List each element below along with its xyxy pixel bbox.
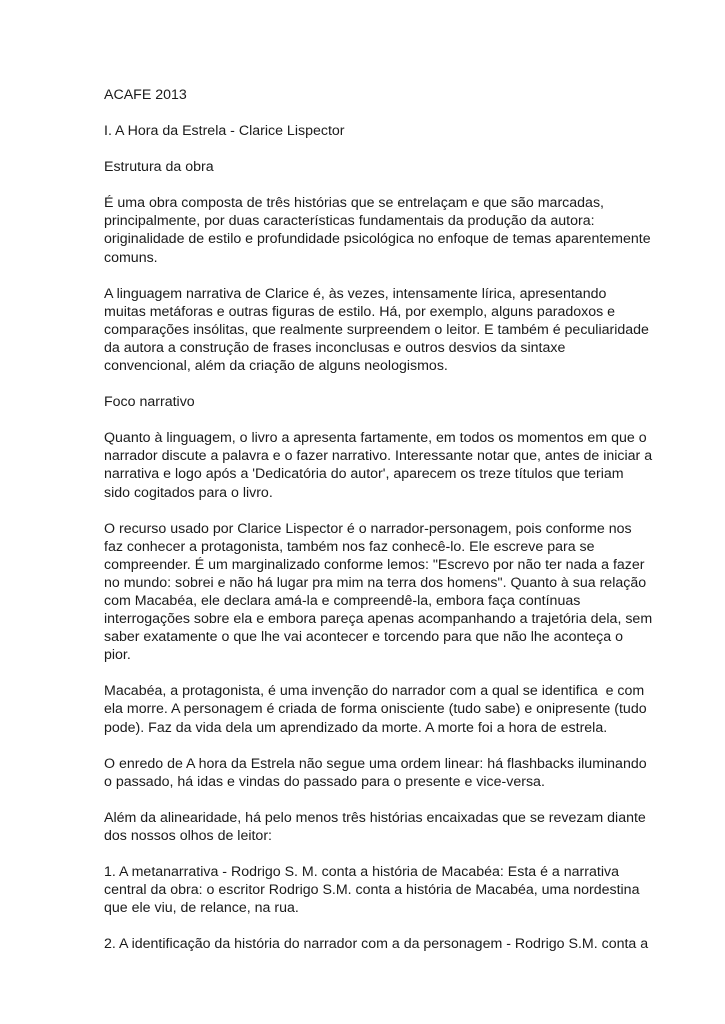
text-line: 2. A identificação da história do narrador com a da personagem - Rodrigo S.M. conta a xyxy=(104,936,649,953)
document-body xyxy=(104,86,653,971)
text-line: originalidade de estilo e profundidade psicológica no enfoque de temas aparentemente xyxy=(104,231,651,248)
text-line: Quanto à linguagem, o livro a apresenta fartamente, em todos os momentos em que o xyxy=(104,430,647,447)
text-line: convencional, além da criação de alguns neologismos. xyxy=(104,358,448,375)
text-line: O enredo de A hora da Estrela não segue uma ordem linear: há flashbacks iluminando xyxy=(104,755,647,772)
text-line: saber exatamente o que lhe vai acontecer e torcendo para que não lhe aconteça o xyxy=(104,629,623,646)
paragraph-8 xyxy=(104,863,640,917)
text-line: pode). Faz da vida dela um aprendizado da morte. A morte foi a hora de estrela. xyxy=(104,719,608,736)
text-line: principalmente, por duas características fundamentais da produção da autora: xyxy=(104,213,595,230)
text-line: no mundo: sobrei e não há lugar pra mim na terra dos homens". Quanto à sua relação xyxy=(104,574,647,591)
section-heading-focus xyxy=(104,393,624,411)
paragraph-7 xyxy=(104,809,646,845)
text-line: É uma obra composta de três histórias que se entrelaçam e que são marcadas, xyxy=(104,195,604,212)
paragraph-4 xyxy=(104,520,653,665)
paragraph-1 xyxy=(104,194,651,266)
text-line: narrativa e logo após a 'Dedicatória do autor', aparecem os treze títulos que teriam xyxy=(104,466,624,483)
text-line: pior. xyxy=(104,647,131,664)
text-line: comparações insólitas, que realmente surpreendem o leitor. E também é peculiaridade xyxy=(104,321,649,338)
text-line: muitas metáforas e outras figuras de estilo. Há, por exemplo, alguns paradoxos e xyxy=(104,303,616,320)
text-line: dos nossos olhos de leitor: xyxy=(104,827,272,844)
text-line: O recurso usado por Clarice Lispector é o narrador-personagem, pois conforme nos xyxy=(104,520,632,537)
document-title xyxy=(104,122,624,140)
text-line: compreender. É um marginalizado conforme lemos: "Escrevo por não ter nada a fazer xyxy=(104,556,645,573)
text-line: sido cogitados para o livro. xyxy=(104,484,273,501)
paragraph-5 xyxy=(104,682,647,736)
section-heading-line: Foco narrativo xyxy=(104,394,195,411)
title-line: I. A Hora da Estrela - Clarice Lispector xyxy=(104,123,345,140)
paragraph-2 xyxy=(104,285,649,375)
paragraph-9 xyxy=(104,935,649,953)
text-line: comuns. xyxy=(104,249,158,266)
text-line: ela morre. A personagem é criada de forma onisciente (tudo sabe) e onipresente (tudo xyxy=(104,701,647,718)
text-line: A linguagem narrativa de Clarice é, às vezes, intensamente lírica, apresentando xyxy=(104,285,607,302)
document-header xyxy=(104,86,624,104)
text-line: o passado, há idas e vindas do passado para o presente e vice-versa. xyxy=(104,773,545,790)
text-line: Macabéa, a protagonista, é uma invenção do narrador com a qual se identifica e com xyxy=(104,683,645,700)
text-line: Além da alinearidade, há pelo menos três histórias encaixadas que se revezam diante xyxy=(104,809,646,826)
section-heading-line: Estrutura da obra xyxy=(104,159,214,176)
header-line: ACAFE 2013 xyxy=(104,87,187,103)
text-line: com Macabéa, ele declara amá-la e compreendê-la, embora faça contínuas xyxy=(104,592,581,609)
paragraph-6 xyxy=(104,755,647,791)
text-line: faz conhecer a protagonista, também nos faz conhecê-lo. Ele escreve para se xyxy=(104,538,595,555)
paragraph-3 xyxy=(104,429,653,501)
text-line: central da obra: o escritor Rodrigo S.M. conta a história de Macabéa, uma nordestina xyxy=(104,882,640,899)
text-line: interrogações sobre ela e embora pareça apenas acompanhando a trajetória dela, sem xyxy=(104,611,653,628)
text-line: da autora a construção de frases inconclusas e outros desvios da sintaxe xyxy=(104,339,566,356)
text-line: que ele viu, de relance, na rua. xyxy=(104,900,299,917)
text-line: narrador discute a palavra e o fazer narrativo. Interessante notar que, antes de iniciar a xyxy=(104,448,653,465)
section-heading-structure xyxy=(104,158,624,176)
text-line: 1. A metanarrativa - Rodrigo S. M. conta a história de Macabéa: Esta é a narrativa xyxy=(104,864,619,880)
